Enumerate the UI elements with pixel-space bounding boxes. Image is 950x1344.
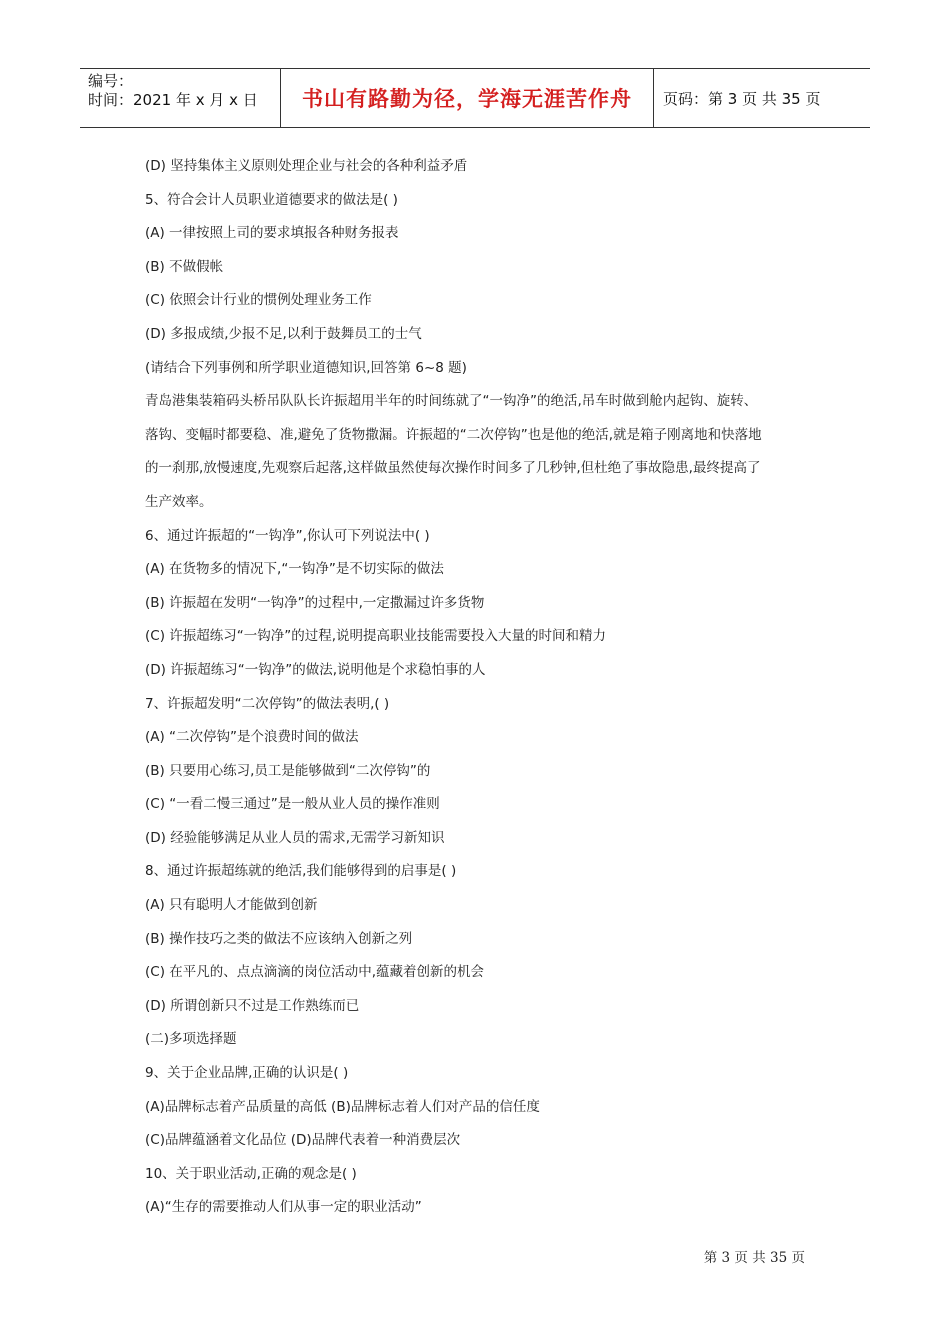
option-line: (D) 经验能够满足从业人员的需求,无需学习新知识 <box>145 829 445 846</box>
header-meta <box>80 69 281 127</box>
option-line: (D) 所谓创新只不过是工作熟练而已 <box>145 997 360 1014</box>
header-motto-cell <box>281 69 654 127</box>
option-line: (C) “一看二慢三通过”是一般从业人员的操作准则 <box>145 796 440 813</box>
question-line: 6、通过许振超的“一钩净”,你认可下列说法中( ) <box>145 527 430 544</box>
text-line: (D) 坚持集体主义原则处理企业与社会的各种利益矛盾 <box>145 158 468 174</box>
option-line: (A) 只有聪明人才能做到创新 <box>145 897 318 914</box>
option-line: (B) 许振超在发明“一钩净”的过程中,一定撒漏过许多货物 <box>145 594 485 611</box>
option-line: (C) 在平凡的、点点滴滴的岗位活动中,蕴藏着创新的机会 <box>145 964 485 981</box>
option-line: (D) 多报成绩,少报不足,以利于鼓舞员工的士气 <box>145 325 422 342</box>
option-line: (B) 操作技巧之类的做法不应该纳入创新之列 <box>145 930 413 947</box>
passage-line: 青岛港集装箱码头桥吊队队长许振超用半年的时间练就了“一钩净”的绝活,吊车时做到舱内起钩、旋转、 <box>145 393 758 410</box>
option-line: (C)品牌蕴涵着文化品位 (D)品牌代表着一种消费层次 <box>145 1132 461 1149</box>
question-line: 8、通过许振超练就的绝活,我们能够得到的启事是( ) <box>145 863 457 880</box>
document-body <box>145 150 815 1225</box>
passage-line: 的一刹那,放慢速度,先观察后起落,这样做虽然使每次操作时间多了几秒钟,但杜绝了事故隐患,最终提高了 <box>145 460 761 477</box>
passage-line: 落钩、变幅时都要稳、准,避免了货物撒漏。许振超的“二次停钩”也是他的绝活,就是箱子刚离地和快落地 <box>145 426 762 443</box>
option-line: (B) 不做假帐 <box>145 258 224 275</box>
option-line: (C) 许振超练习“一钩净”的过程,说明提高职业技能需要投入大量的时间和精力 <box>145 628 607 645</box>
option-line: (B) 只要用心练习,员工是能够做到“二次停钩”的 <box>145 762 431 779</box>
option-line: (A)品牌标志着产品质量的高低 (B)品牌标志着人们对产品的信任度 <box>145 1098 540 1115</box>
page-footer: 第 3 页 共 35 页 <box>703 1250 805 1266</box>
date-label: 时间：2021 年 x 月 x 日 <box>88 91 258 109</box>
question-line: 7、许振超发明“二次停钩”的做法表明,( ) <box>145 695 390 712</box>
question-line: 10、关于职业活动,正确的观念是( ) <box>145 1165 357 1182</box>
page-header <box>80 68 870 128</box>
motto: 书山有路勤为径，学海无涯苦作舟 <box>302 87 632 111</box>
serial-label: 编号： <box>88 72 134 90</box>
option-line: (A) 在货物多的情况下,“一钩净”是不切实际的做法 <box>145 561 444 578</box>
question-line: 9、关于企业品牌,正确的认识是( ) <box>145 1065 349 1082</box>
option-line: (D) 许振超练习“一钩净”的做法,说明他是个求稳怕事的人 <box>145 661 486 678</box>
option-line: (A)“生存的需要推动人们从事一定的职业活动” <box>145 1199 422 1216</box>
option-line: (A) “二次停钩”是个浪费时间的做法 <box>145 729 359 746</box>
header-page-info: 页码：第 3 页 共 35 页 <box>663 89 821 108</box>
section-heading: (二)多项选择题 <box>145 1031 237 1048</box>
option-line: (C) 依照会计行业的惯例处理业务工作 <box>145 292 372 309</box>
passage-line: 生产效率。 <box>145 493 213 510</box>
option-line: (A) 一律按照上司的要求填报各种财务报表 <box>145 225 399 242</box>
question-line: 5、符合会计人员职业道德要求的做法是( ) <box>145 191 398 208</box>
instruction-line: (请结合下列事例和所学职业道德知识,回答第 6~8 题) <box>145 359 467 376</box>
